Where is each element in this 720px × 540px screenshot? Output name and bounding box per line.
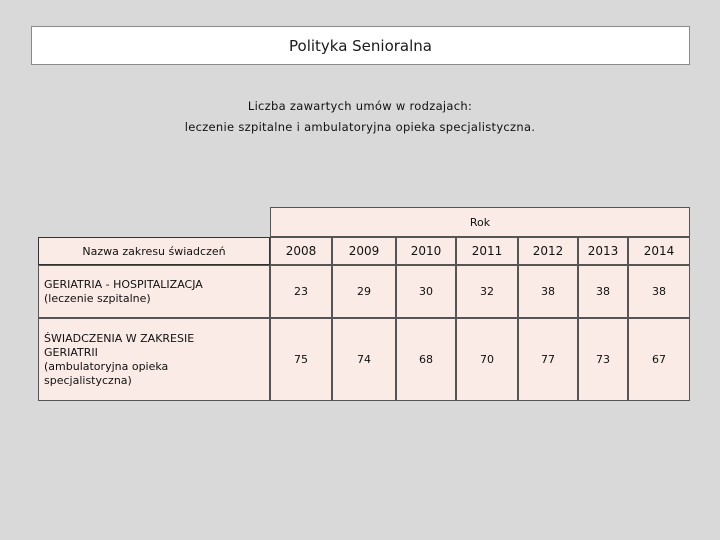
table-cell-2008: 23 bbox=[270, 265, 332, 318]
year-header-2008: 2008 bbox=[270, 237, 332, 265]
table-cell-2014: 67 bbox=[628, 318, 690, 401]
row-name-2 bbox=[38, 318, 270, 401]
year-header-2013: 2013 bbox=[578, 237, 628, 265]
table-cell-2010: 30 bbox=[396, 265, 456, 318]
table-cell-2014: 38 bbox=[628, 265, 690, 318]
row-name-header: Nazwa zakresu świadczeń bbox=[38, 237, 270, 265]
table-cell-2011: 70 bbox=[456, 318, 518, 401]
year-header-2012: 2012 bbox=[518, 237, 578, 265]
row-name-text: ŚWIADCZENIA W ZAKRESIE GERIATRII (ambulatoryjna opieka specjalistyczna) bbox=[44, 331, 195, 387]
slide-title-text: Polityka Senioralna bbox=[289, 36, 432, 55]
subtitle-line-1: Liczba zawartych umów w rodzajach: bbox=[247, 99, 473, 113]
table-cell-2009: 29 bbox=[332, 265, 396, 318]
row-name-text: GERIATRIA - HOSPITALIZACJA (leczenie szpitalne) bbox=[44, 277, 203, 305]
year-header-2014: 2014 bbox=[628, 237, 690, 265]
table-cell-2013: 73 bbox=[578, 318, 628, 401]
table-cell-2010: 68 bbox=[396, 318, 456, 401]
table-cell-2009: 74 bbox=[332, 318, 396, 401]
year-header-2011: 2011 bbox=[456, 237, 518, 265]
subtitle-line-2: leczenie szpitalne i ambulatoryjna opieka specjalistyczna. bbox=[184, 120, 536, 134]
year-group-header: Rok bbox=[270, 207, 690, 237]
year-header-2010: 2010 bbox=[396, 237, 456, 265]
row-name-1 bbox=[38, 265, 270, 318]
table-cell-2012: 38 bbox=[518, 265, 578, 318]
table-cell-2013: 38 bbox=[578, 265, 628, 318]
slide-title bbox=[31, 26, 690, 65]
subtitle bbox=[0, 96, 720, 138]
table-cell-2012: 77 bbox=[518, 318, 578, 401]
table-cell-2008: 75 bbox=[270, 318, 332, 401]
year-header-2009: 2009 bbox=[332, 237, 396, 265]
table-cell-2011: 32 bbox=[456, 265, 518, 318]
